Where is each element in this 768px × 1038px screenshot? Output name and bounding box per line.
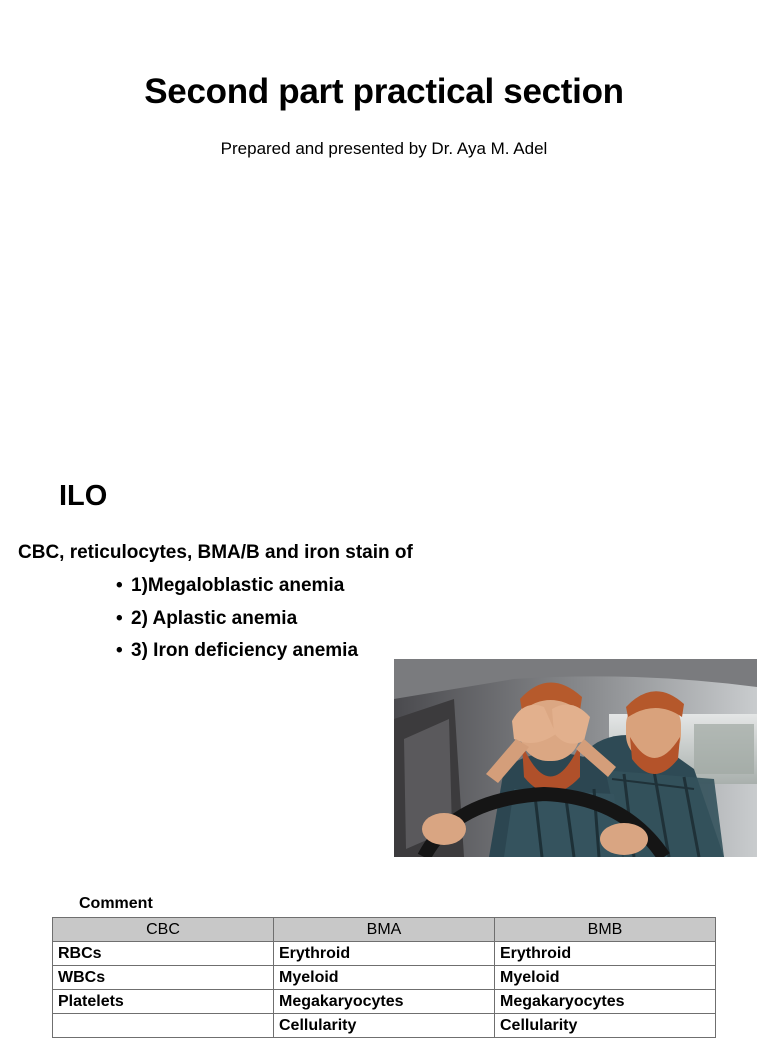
table-cell: WBCs [53,966,274,990]
table-row [53,942,716,966]
bullet-icon: • [116,640,123,661]
ilo-heading: ILO [59,480,108,512]
header-cbc: CBC [53,918,274,942]
table-cell: Megakaryocytes [274,990,495,1014]
slide-title: Second part practical section [144,72,624,111]
header-bma: BMA [274,918,495,942]
table-row [53,1014,716,1038]
ilo-list-item: • 1)Megaloblastic anemia [116,575,345,596]
table-cell: RBCs [53,942,274,966]
table-cell: Cellularity [274,1014,495,1038]
table-cell: Myeloid [274,966,495,990]
table-cell: Megakaryocytes [495,990,716,1014]
table-cell: Platelets [53,990,274,1014]
meme-photo [394,659,757,857]
table-row [53,966,716,990]
header-bmb: BMB [495,918,716,942]
bullet-icon: • [116,575,123,596]
ilo-intro-text: CBC, reticulocytes, BMA/B and iron stain of [18,542,413,563]
table-cell: Cellularity [495,1014,716,1038]
ilo-list [116,574,358,672]
table-cell: Myeloid [495,966,716,990]
table-cell: Erythroid [495,942,716,966]
comment-label: Comment [79,895,153,912]
table-header-row [53,918,716,942]
slide-subtitle: Prepared and presented by Dr. Aya M. Adel [220,139,548,158]
bullet-icon: • [116,607,123,629]
table-row [53,990,716,1014]
ilo-list-item: • 2) Aplastic anemia [116,607,298,629]
table-cell [53,1014,274,1038]
table-cell: Erythroid [274,942,495,966]
cbc-table [52,917,716,1038]
ilo-list-item: • 3) Iron deficiency anemia [116,640,359,661]
